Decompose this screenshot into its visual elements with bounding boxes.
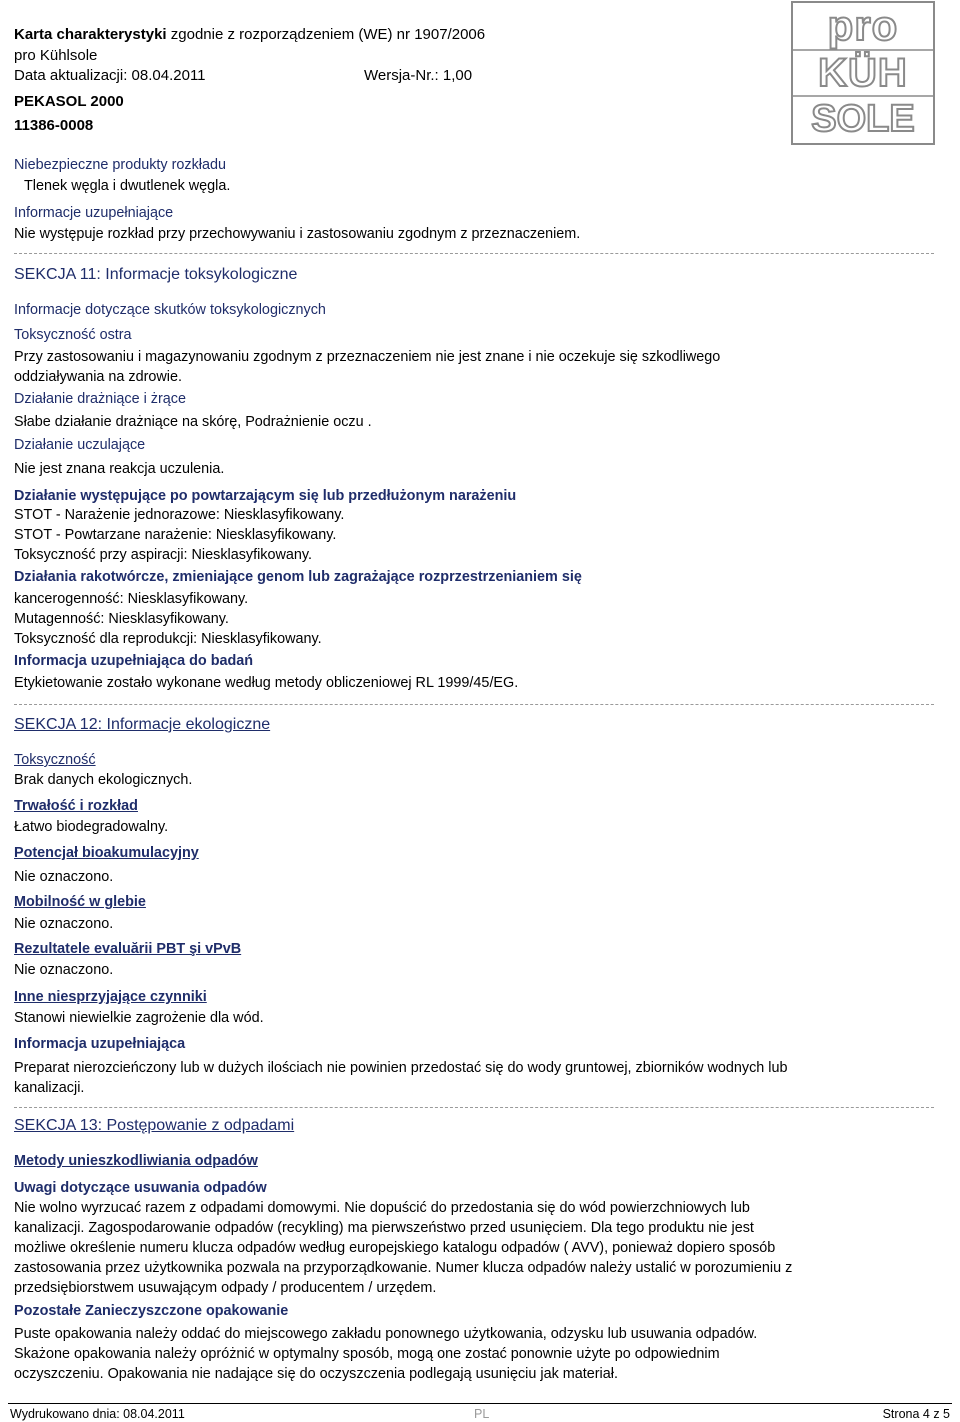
disposal-remarks-heading: Uwagi dotyczące usuwania odpadów — [14, 1180, 267, 1196]
mutagenicity-text: Mutagenność: Niesklasyfikowany. — [14, 611, 229, 627]
divider — [14, 253, 934, 254]
print-date: Wydrukowano dnia: 08.04.2011 — [10, 1407, 185, 1421]
aspiration-text: Toksyczność przy aspiracji: Niesklasyfikowany. — [14, 547, 313, 563]
disposal-remarks-text-5: przedsiębiorstwem usuwającym odpady / producentem / urzędem. — [14, 1280, 437, 1296]
stot-repeat-text: STOT - Powtarzane narażenie: Niesklasyfikowany. — [14, 527, 337, 543]
document-title — [14, 26, 485, 43]
ecotox-heading: Toksyczność — [14, 752, 96, 768]
bioaccumulation-text: Nie oznaczono. — [14, 869, 114, 885]
section-13-title: SEKCJA 13: Postępowanie z odpadami — [14, 1117, 295, 1134]
title-rest: zgodnie z rozporządzeniem (WE) nr 1907/2006 — [166, 26, 486, 43]
stot-single-text: STOT - Narażenie jednorazowe: Niesklasyfikowany. — [14, 507, 345, 523]
pbt-text: Nie oznaczono. — [14, 962, 114, 978]
logo-row-kueh: KÜH — [818, 51, 908, 95]
pbt-heading: Rezultatele evaluării PBT şi vPvB — [14, 941, 242, 957]
decomp-text: Tlenek węgla i dwutlenek węgla. — [24, 178, 231, 194]
bioaccumulation-heading: Potencjał bioakumulacyjny — [14, 845, 199, 861]
tox-effects-subheading: Informacje dotyczące skutków toksykologicznych — [14, 302, 326, 318]
title-bold: Karta charakterystyki — [14, 26, 167, 43]
version-number: Wersja-Nr.: 1,00 — [364, 67, 473, 84]
reproductive-tox-text: Toksyczność dla reprodukcji: Niesklasyfikowany. — [14, 631, 322, 647]
eco-info-text-2: kanalizacji. — [14, 1080, 85, 1096]
product-name: PEKASOL 2000 — [14, 93, 124, 110]
extra-heading: Informacje uzupełniające — [14, 205, 174, 221]
acute-tox-text-2: oddziaływania na zdrowie. — [14, 369, 182, 385]
prokuehlsole-logo — [790, 0, 936, 146]
other-effects-heading: Inne niesprzyjające czynniki — [14, 989, 207, 1005]
packaging-heading: Pozostałe Zanieczyszczone opakowanie — [14, 1303, 289, 1319]
mobility-text: Nie oznaczono. — [14, 916, 114, 932]
section-12-title: SEKCJA 12: Informacje ekologiczne — [14, 716, 271, 733]
cmr-heading: Działania rakotwórcze, zmieniające genom lub zagrażające rozprzestrzenianiem się — [14, 569, 582, 585]
supplier-name: pro Kühlsole — [14, 47, 98, 64]
ecotox-text: Brak danych ekologicznych. — [14, 772, 193, 788]
update-date: Data aktualizacji: 08.04.2011 — [14, 67, 206, 84]
repeat-exposure-heading: Działanie występujące po powtarzającym się lub przedłużonym narażeniu — [14, 488, 517, 504]
disposal-remarks-text-3: możliwe określenie numeru klucza odpadów według europejskiego katalogu odpadów ( AVV), ponieważ dopiero sposób — [14, 1240, 776, 1256]
acute-tox-text-1: Przy zastosowaniu i magazynowaniu zgodnym z przeznaczeniem nie jest znane i nie oczekuje się szkodliwego — [14, 349, 721, 365]
eco-info-heading: Informacja uzupełniająca — [14, 1036, 186, 1052]
carcinogenicity-text: kancerogenność: Niesklasyfikowany. — [14, 591, 249, 607]
logo-row-sole: SOLE — [811, 98, 915, 140]
persistence-heading: Trwałość i rozkład — [14, 798, 138, 814]
page-number: Strona 4 z 5 — [882, 1407, 950, 1421]
sensitization-heading: Działanie uczulające — [14, 437, 146, 453]
disposal-remarks-text-1: Nie wolno wyrzucać razem z odpadami domowymi. Nie dopuścić do przedostania się do wód powierzchniowych lub — [14, 1200, 750, 1216]
eco-info-text-1: Preparat nierozcieńczony lub w dużych ilościach nie powinien przedostać się do wody gruntowej, zbiorników wodnych lub — [14, 1060, 788, 1076]
test-info-heading: Informacja uzupełniająca do badań — [14, 653, 254, 669]
footer-rule — [8, 1403, 952, 1404]
packaging-text-2: Skażone opakowania należy opróżnić w optymalny sposób, mogą one zostać ponownie użyte po odpowiednim — [14, 1346, 720, 1362]
divider — [14, 1107, 934, 1108]
other-effects-text: Stanowi niewielkie zagrożenie dla wód. — [14, 1010, 264, 1026]
packaging-text-1: Puste opakowania należy oddać do miejscowego zakładu ponownego użytkowania, odzysku lub usuwania odpadów. — [14, 1326, 758, 1342]
persistence-text: Łatwo biodegradowalny. — [14, 819, 169, 835]
packaging-text-3: oczyszczeniu. Opakowania nie nadające się do oczyszczenia podlegają usunięciu jak materiał. — [14, 1366, 618, 1382]
irritation-text: Słabe działanie drażniące na skórę, Podrażnienie oczu . — [14, 414, 372, 430]
extra-text: Nie występuje rozkład przy przechowywaniu i zastosowaniu zgodnym z przeznaczeniem. — [14, 226, 581, 242]
test-info-text: Etykietowanie zostało wykonane według metody obliczeniowej RL 1999/45/EG. — [14, 675, 519, 691]
irritation-heading: Działanie drażniące i żrące — [14, 391, 186, 407]
decomp-heading: Niebezpieczne produkty rozkładu — [14, 157, 226, 173]
disposal-methods-subheading: Metody unieszkodliwiania odpadów — [14, 1153, 258, 1169]
logo-row-pro: pro — [827, 2, 899, 49]
divider — [14, 704, 934, 705]
mobility-heading: Mobilność w glebie — [14, 894, 146, 910]
disposal-remarks-text-4: zastosowania przez użytkownika pozwala na przyporządkowanie. Numer klucza odpadów należy ustalić w porozumieniu z — [14, 1260, 793, 1276]
acute-tox-heading: Toksyczność ostra — [14, 327, 132, 343]
section-11-title: SEKCJA 11: Informacje toksykologiczne — [14, 266, 298, 283]
sensitization-text: Nie jest znana reakcja uczulenia. — [14, 461, 225, 477]
product-code: 11386-0008 — [14, 117, 94, 134]
language-code: PL — [474, 1407, 490, 1421]
disposal-remarks-text-2: kanalizacji. Zagospodarowanie odpadów (recykling) ma pierwszeństwo przed usunięciem. Dla tego produktu nie jest — [14, 1220, 754, 1236]
